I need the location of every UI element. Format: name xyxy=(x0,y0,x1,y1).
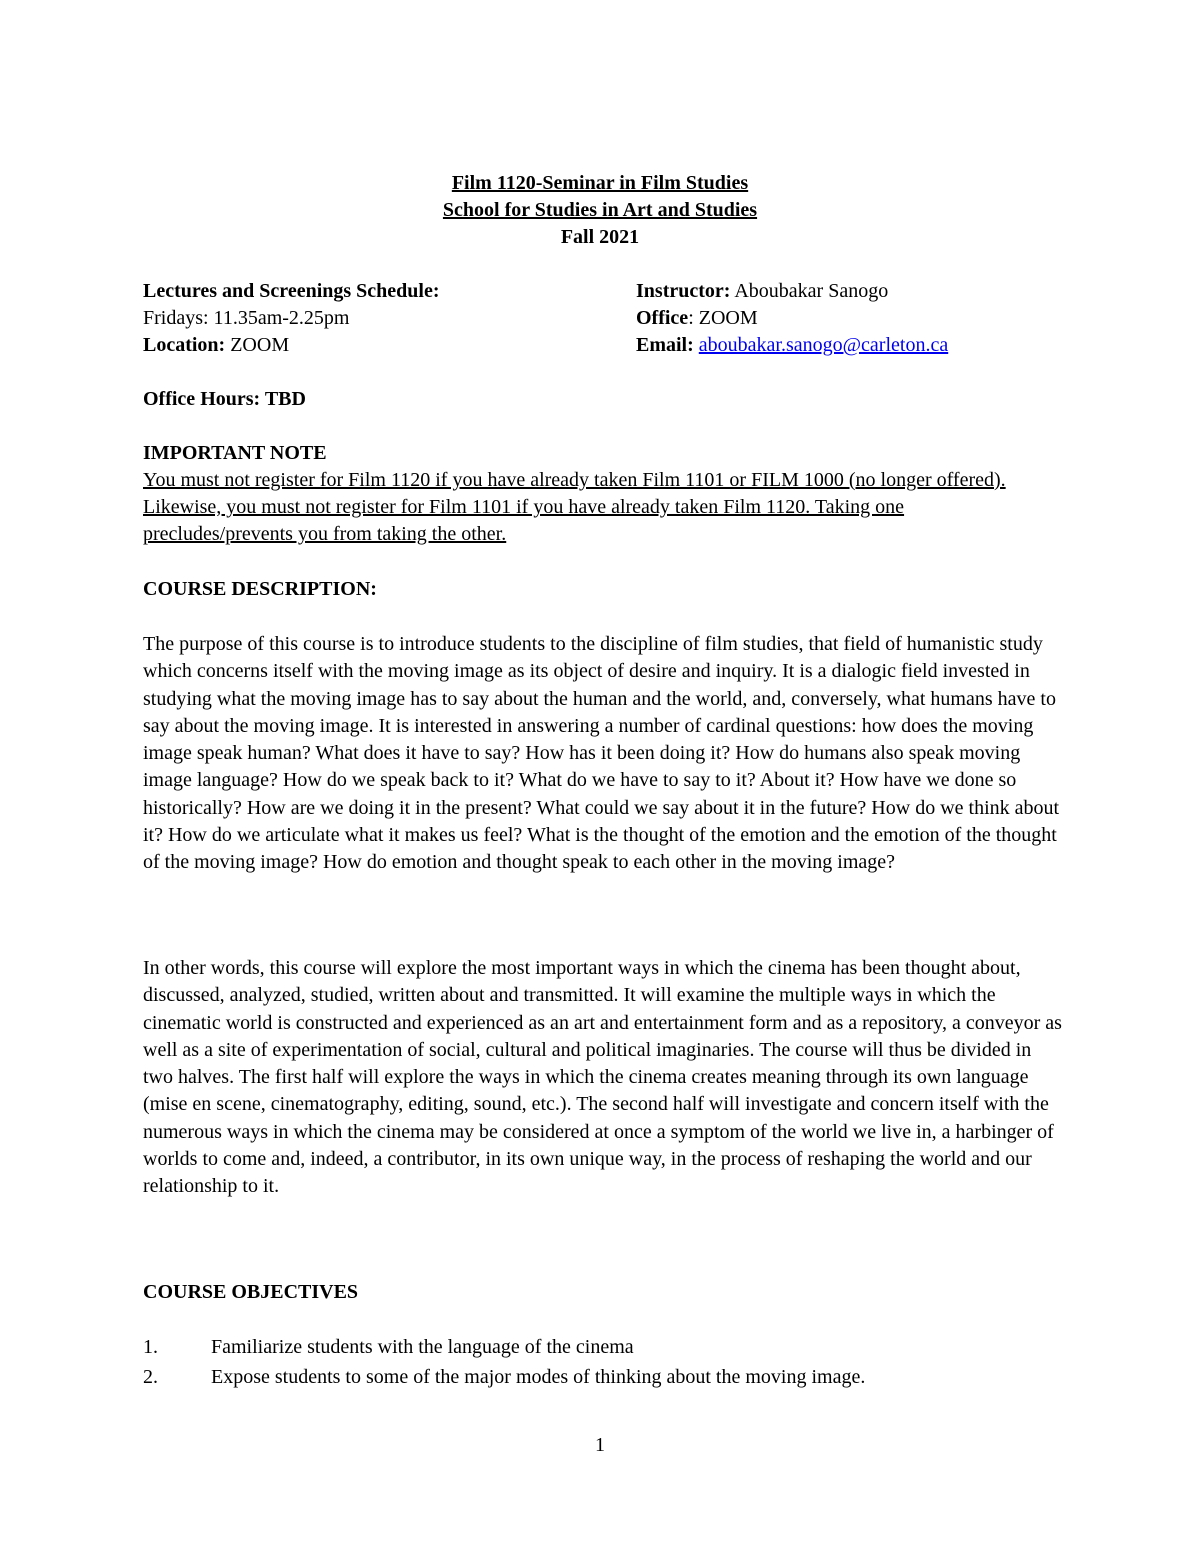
email-link[interactable]: aboubakar.sanogo@carleton.ca xyxy=(698,334,949,356)
course-description-paragraph-2: In other words, this course will explore the most important ways in which the cinema has been thought about, discussed, analyzed, studied, written about and transmitted. It will examine the multiple ways in which the cinematic world is constructed and experienced as an art and entertainment form and as a repository, a conveyor as well as a site of experimentation of social, cultural and political imaginaries. The course will thus be divided in two halves. The first half will explore the ways in which the cinema creates meaning through its own language (mise en scene, cinematography, editing, sound, etc.). The second half will investigate and concern itself with the numerous ways in which the cinema may be considered at once a symptom of the world we live in, a harbinger of worlds to come and, indeed, a contributor, in its own unique way, in the process of reshaping the world and our relationship to it. xyxy=(143,957,1062,1198)
instructor-label: Instructor: xyxy=(636,280,731,302)
term: Fall 2021 xyxy=(560,226,640,248)
course-objectives-heading: COURSE OBJECTIVES xyxy=(143,1281,359,1303)
office-line xyxy=(636,307,758,330)
schedule-time: Fridays: 11.35am-2.25pm xyxy=(143,307,350,329)
course-description-heading: COURSE DESCRIPTION: xyxy=(143,578,377,600)
objective-number: 2. xyxy=(143,1366,158,1388)
objective-item xyxy=(143,1336,634,1359)
instructor-name: Aboubakar Sanogo xyxy=(734,280,889,302)
course-description-paragraph-1: The purpose of this course is to introduce students to the discipline of film studies, that field of humanistic study which concerns itself with the moving image as its object of desire and inquiry. It is a dialogic field invested in studying what the moving image has to say about the human and the world, and, conversely, what humans have to say about the moving image. It is interested in answering a number of cardinal questions: how does the moving image speak human? What does it have to say? How has it been doing it? How do humans also speak moving image language? How do we speak back to it? What do we have to say to it? About it? How have we done so historically? How are we doing it in the present? What could we say about it in the future? How do we think about it? How do we articulate what it makes us feel? What is the thought of the emotion and the emotion of the thought of the moving image? How do emotion and thought speak to each other in the moving image? xyxy=(143,633,1060,874)
location-label: Location: xyxy=(143,334,226,356)
office-label: Office xyxy=(636,307,689,329)
objective-text: Expose students to some of the major modes of thinking about the moving image. xyxy=(211,1366,866,1388)
page-number: 1 xyxy=(595,1434,605,1456)
school-name: School for Studies in Art and Studies xyxy=(442,199,758,221)
email-line xyxy=(636,334,948,357)
objective-item xyxy=(143,1366,865,1389)
email-label: Email: xyxy=(636,334,694,356)
office-hours: Office Hours: TBD xyxy=(143,388,306,410)
location-value: ZOOM xyxy=(230,334,290,356)
important-note-text: You must not register for Film 1120 if you have already taken Film 1101 or FILM 1000 (no longer offered). Likewise, you must not register for Film 1101 if you have already taken Film 1120. Taking one precludes/prevents you from taking the other. xyxy=(143,469,1006,546)
instructor-line xyxy=(636,280,888,303)
important-note-heading: IMPORTANT NOTE xyxy=(143,442,327,464)
schedule-location xyxy=(143,334,289,357)
objective-number: 1. xyxy=(143,1336,158,1358)
objective-text: Familiarize students with the language of the cinema xyxy=(211,1336,634,1358)
schedule-heading: Lectures and Screenings Schedule: xyxy=(143,280,440,302)
office-value: : ZOOM xyxy=(688,307,758,329)
course-title: Film 1120-Seminar in Film Studies xyxy=(451,172,749,194)
